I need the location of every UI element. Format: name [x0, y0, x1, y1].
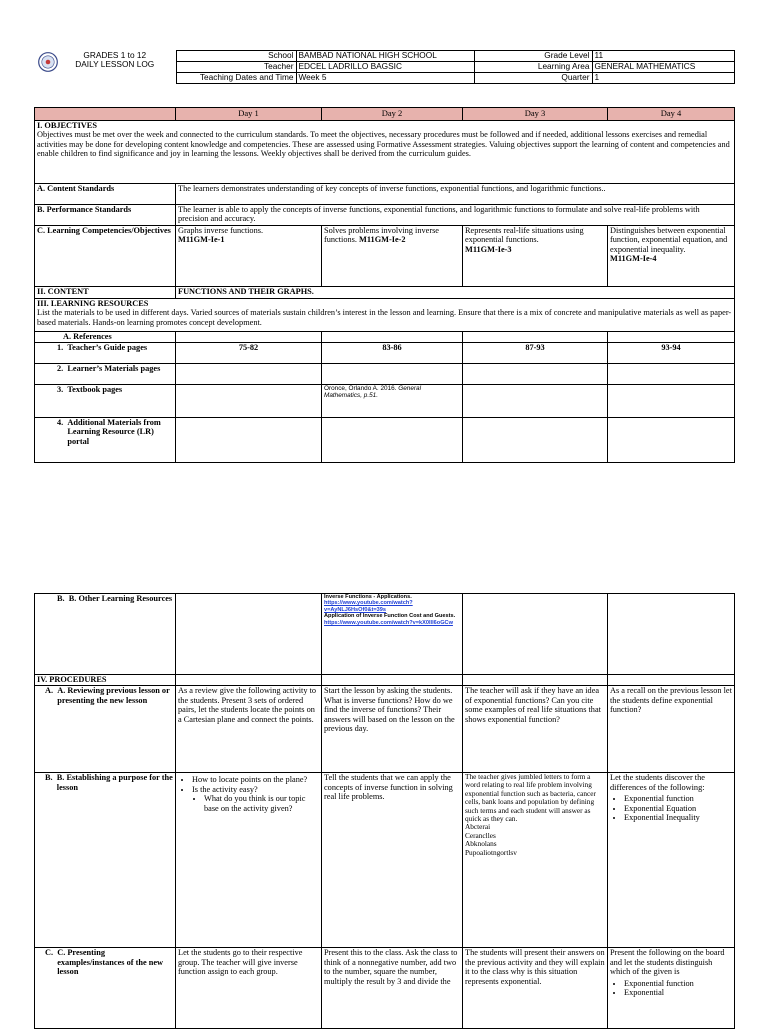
list-item: • Exponential function: [624, 979, 732, 989]
list-item: • Exponential Inequality: [624, 813, 732, 823]
teacher-value: EDCEL LADRILLO BAGSIC: [296, 62, 474, 73]
day-2-header: Day 2: [322, 108, 463, 121]
content-value: FUNCTIONS AND THEIR GRAPHS.: [176, 286, 735, 298]
performance-standards-text: The learner is able to apply the concepts of inverse functions, exponential functions, and logarithmic functions to formulate and solve real-life problems with precision and accuracy.: [176, 204, 735, 225]
quarter-label: Quarter: [474, 73, 592, 84]
competency-day-2: Solves problems involving inverse functions. M11GM-Ie-2: [322, 225, 463, 286]
tg-day-3: 87-93: [463, 342, 608, 363]
objectives-title: I. OBJECTIVES: [37, 120, 97, 130]
objectives-section: [35, 120, 735, 183]
lesson-log-table: [34, 107, 735, 463]
resources-section: [35, 298, 735, 331]
review-day-2: Start the lesson by asking the students. What is inverse functions? How do we find the inverse of functions? Their answers will based on the lesson on the previous day.: [322, 686, 463, 773]
review-label: A. A. Reviewing previous lesson or presenting the new lesson: [35, 686, 176, 773]
resources-title: III. LEARNING RESOURCES: [37, 298, 149, 308]
jumbled-word: Abcterai: [465, 822, 491, 832]
competency-day-1: Graphs inverse functions. M11GM-Ie-1: [176, 225, 322, 286]
area-label: Learning Area: [474, 62, 592, 73]
content-standards-label: A. Content Standards: [35, 183, 176, 204]
grade-label: Grade Level: [474, 51, 592, 62]
purpose-day-3: The teacher gives jumbled letters to form a word relating to real life problem involving exponential function such as bacteria, cancer cells, bank loans and population by defining such terms and each student will answer as quick as they can. Abcterai Ceranclles Abknolans Pupoaliotngortlsv: [463, 773, 608, 948]
tg-day-4: 93-94: [608, 342, 735, 363]
other-resources-label: B. B. Other Learning Resources: [35, 594, 176, 675]
content-label: II. CONTENT: [35, 286, 176, 298]
review-day-3: The teacher will ask if they have an idea of exponential functions? Can you cite some examples of real life situations that shows exponential function?: [463, 686, 608, 773]
examples-label: C. C. Presenting examples/instances of the new lesson: [35, 948, 176, 1029]
list-item: • Exponential Equation: [624, 804, 732, 814]
lesson-log-table-continued: [34, 593, 735, 1029]
tg-day-1: 75-82: [176, 342, 322, 363]
review-day-1: As a review give the following activity to the students. Present 3 sets of ordered pairs, let the students locate the points on a Cartesian plane and connect the points.: [176, 686, 322, 773]
procedures-title: IV. PROCEDURES: [35, 675, 176, 686]
jumbled-word: Abknolans: [465, 839, 497, 849]
day-4-header: Day 4: [608, 108, 735, 121]
day-1-header: Day 1: [176, 108, 322, 121]
learners-materials-label: 2. Learner’s Materials pages: [35, 363, 176, 384]
resources-text: List the materials to be used in different days. Varied sources of materials sustain children’s interest in the lesson and learning. Ensure that there is a mix of concrete and manipulative materials as well as paper-based materials. Hands-on learning promotes concept development.: [37, 308, 732, 327]
examples-day-3: The students will present their answers on the previous activity and they will explain it to the class why is this situation represents exponential.: [463, 948, 608, 1029]
list-item: • Exponential function: [624, 794, 732, 804]
review-day-4: As a recall on the previous lesson let the students define exponential function?: [608, 686, 735, 773]
purpose-day-4: Let the students discover the differences of the following: • Exponential function • Exponential Equation • Exponential Inequality: [608, 773, 735, 948]
teachers-guide-label: 1. Teacher’s Guide pages: [35, 342, 176, 363]
grades-title: GRADES 1 to 12 DAILY LESSON LOG: [75, 50, 155, 70]
additional-materials-label: 4. Additional Materials from Learning Resource (LR) portal: [35, 417, 176, 462]
references-label: A. References: [35, 331, 176, 342]
performance-standards-label: B. Performance Standards: [35, 204, 176, 225]
list-item: • Exponential: [624, 988, 732, 998]
examples-day-2: Present this to the class. Ask the class to think of a nonnegative number, add two to the number, square the number, multiply the result by 3 and divide the: [322, 948, 463, 1029]
purpose-day-2: Tell the students that we can apply the concepts of inverse function in solving real life problems.: [322, 773, 463, 948]
day-3-header: Day 3: [463, 108, 608, 121]
grade-value: 11: [592, 51, 734, 62]
textbook-pages-label: 3. Textbook pages: [35, 384, 176, 417]
purpose-day-1-q3: • What do you think is our topic base on the activity given?: [204, 794, 319, 813]
purpose-label: B. B. Establishing a purpose for the lesson: [35, 773, 176, 948]
other-resources-day-2: Inverse Functions - Applications. https://www.youtube.com/watch?v=AyNLJ6HsOf0&t=39s Application of Inverse Function Cost and Guests. https://www.youtube.com/watch?v=kX0lll6oGCw: [322, 594, 463, 675]
objectives-text: Objectives must be met over the week and connected to the curriculum standards. To meet the objectives, necessary procedures must be followed and if needed, additional lessons exercises and remedial activities may be done for developing content knowledge and competencies. These are assessed using Formative Assessment strategies. Valuing objectives support the learning of content and competencies and enable children to find significance and joy in learning the lessons. Weekly objectives shall be derived from the curriculum guides.: [37, 130, 730, 159]
competency-day-4: Distinguishes between exponential function, exponential equation, and exponential inequality. M11GM-Ie-4: [608, 225, 735, 286]
teacher-label: Teacher: [176, 62, 296, 73]
purpose-day-1-q1: • How to locate points on the plane?: [192, 775, 319, 785]
purpose-day-1-q2: • Is the activity easy?: [192, 785, 319, 795]
examples-day-1: Let the students go to their respective group. The teacher will give inverse function assign to each group.: [176, 948, 322, 1029]
competency-day-3: Represents real-life situations using exponential functions. M11GM-Ie-3: [463, 225, 608, 286]
header-table: [34, 50, 735, 84]
school-value: BAMBAD NATIONAL HIGH SCHOOL: [296, 51, 474, 62]
purpose-day-1: [176, 773, 322, 948]
quarter-value: 1: [592, 73, 734, 84]
video-link-cost-and-guests[interactable]: https://www.youtube.com/watch?v=kX0lll6oGCw: [324, 619, 453, 626]
jumbled-word: Ceranclles: [465, 830, 496, 840]
dates-value: Week 5: [296, 73, 474, 84]
content-standards-text: The learners demonstrates understanding of key concepts of inverse functions, exponential functions, and logarithmic functions..: [176, 183, 735, 204]
school-label: School: [176, 51, 296, 62]
dates-label: Teaching Dates and Time: [176, 73, 296, 84]
jumbled-word: Pupoaliotngortlsv: [465, 847, 517, 857]
video-link-inverse-applications[interactable]: https://www.youtube.com/watch?v=AyNLJ6HsOf0&t=39s: [324, 600, 413, 613]
examples-day-4: Present the following on the board and let the students distinguish which of the given is • Exponential function • Exponential: [608, 948, 735, 1029]
textbook-day-2: Oronce, Orlando A. 2016. General Mathematics, p.51.: [322, 384, 463, 417]
area-value: GENERAL MATHEMATICS: [592, 62, 734, 73]
competencies-label: C. Learning Competencies/Objectives: [35, 225, 176, 286]
tg-day-2: 83-86: [322, 342, 463, 363]
